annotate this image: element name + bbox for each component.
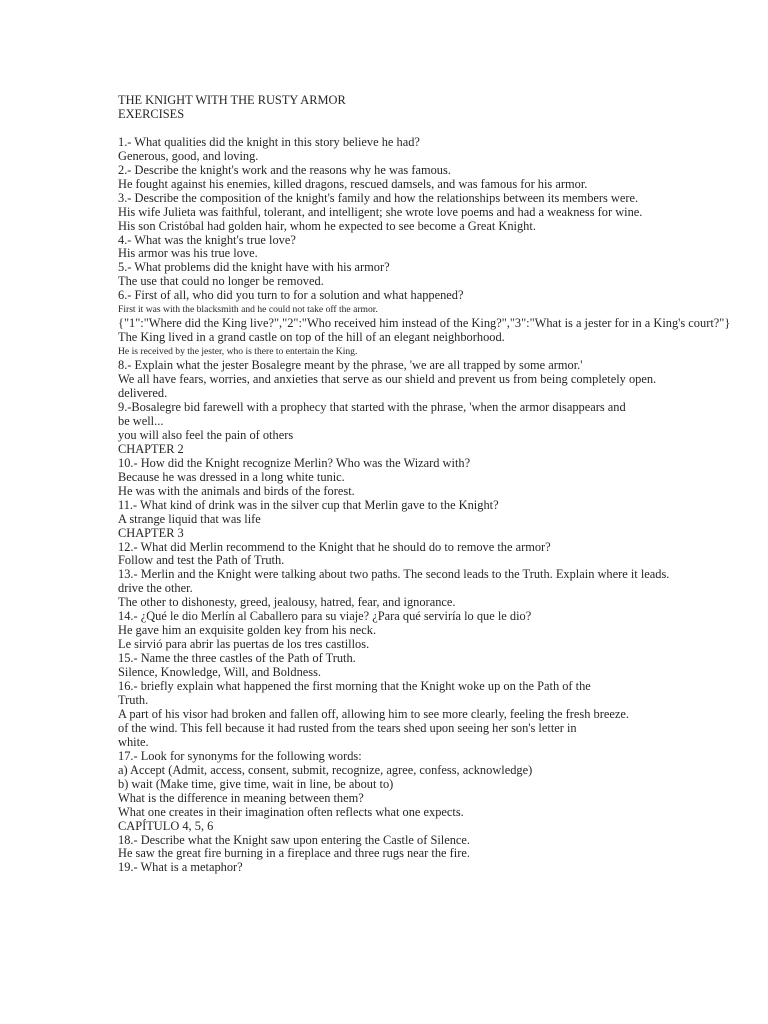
document-line: What is the difference in meaning between them? (118, 790, 364, 805)
document-line: 17.- Look for synonyms for the following words: (118, 748, 362, 763)
document-header (118, 94, 758, 136)
document-page (118, 94, 758, 875)
document-line: be well... (118, 413, 164, 428)
document-line: 1.- What qualities did the knight in this story believe he had? (118, 134, 420, 149)
document-line: 18.- Describe what the Knight saw upon entering the Castle of Silence. (118, 832, 471, 847)
document-line: 4.- What was the knight's true love? (118, 232, 296, 247)
document-line: His wife Julieta was faithful, tolerant, and intelligent; she wrote love poems and had a weakness for wine. (118, 204, 643, 219)
blank-line (118, 122, 758, 136)
document-subtitle: EXERCISES (118, 106, 185, 121)
document-line: A part of his visor had broken and fallen off, allowing him to see more clearly, feeling the fresh breeze. (118, 706, 629, 721)
document-line: b) wait (Make time, give time, wait in line, be about to) (118, 776, 394, 791)
document-line: 11.- What kind of drink was in the silver cup that Merlin gave to the Knight? (118, 497, 499, 512)
document-line: 2.- Describe the knight's work and the reasons why he was famous. (118, 162, 451, 177)
document-line: you will also feel the pain of others (118, 427, 294, 442)
document-title: THE KNIGHT WITH THE RUSTY ARMOR (118, 93, 346, 107)
document-line: Generous, good, and loving. (118, 148, 259, 163)
document-line: His armor was his true love. (118, 246, 258, 261)
document-line: He fought against his enemies, killed dragons, rescued damsels, and was famous for his armor. (118, 176, 588, 191)
document-line: {"1":"Where did the King live?","2":"Who received him instead of the King?","3":"What is a jester for in a King's court?"} (118, 316, 731, 331)
document-line: What one creates in their imagination often reflects what one expects. (118, 804, 464, 819)
document-line: 12.- What did Merlin recommend to the Knight that he should do to remove the armor? (118, 539, 551, 554)
document-line: drive the other. (118, 581, 193, 596)
document-line: 13.- Merlin and the Knight were talking about two paths. The second leads to the Truth. Explain where it leads. (118, 567, 670, 582)
document-line: 10.- How did the Knight recognize Merlin? Who was the Wizard with? (118, 455, 471, 470)
document-body (118, 136, 758, 876)
document-line: 14.- ¿Qué le dio Merlín al Caballero para su viaje? ¿Para qué serviría lo que le dio? (118, 609, 532, 624)
document-line: 9.-Bosalegre bid farewell with a prophecy that started with the phrase, 'when the armor disappears and (118, 399, 626, 414)
document-line: CHAPTER 2 (118, 441, 184, 456)
document-line: a) Accept (Admit, access, consent, submit, recognize, agree, confess, acknowledge) (118, 762, 533, 777)
document-line: delivered. (118, 386, 168, 401)
document-line: Silence, Knowledge, Will, and Boldness. (118, 665, 321, 680)
document-line: The use that could no longer be removed. (118, 274, 324, 289)
document-line: First it was with the blacksmith and he could not take off the armor. (118, 304, 378, 316)
document-line: Because he was dressed in a long white tunic. (118, 469, 345, 484)
document-line: of the wind. This fell because it had rusted from the tears shed upon seeing her son's letter in (118, 720, 577, 735)
document-line: He was with the animals and birds of the forest. (118, 483, 355, 498)
document-line: Le sirvió para abrir las puertas de los tres castillos. (118, 637, 370, 652)
document-line: 3.- Describe the composition of the knight's family and how the relationships between its members were. (118, 190, 639, 205)
document-line: CHAPTER 3 (118, 525, 184, 540)
document-line: 6.- First of all, who did you turn to for a solution and what happened? (118, 288, 464, 303)
document-line: 15.- Name the three castles of the Path of Truth. (118, 651, 356, 666)
document-line: A strange liquid that was life (118, 511, 261, 526)
document-line: CAPÍTULO 4, 5, 6 (118, 818, 214, 833)
document-line: The King lived in a grand castle on top of the hill of an elegant neighborhood. (118, 330, 505, 345)
document-line: 5.- What problems did the knight have with his armor? (118, 260, 390, 275)
document-line: Truth. (118, 692, 149, 707)
document-line: We all have fears, worries, and anxieties that serve as our shield and prevent us from being completely open. (118, 372, 657, 387)
document-line: He gave him an exquisite golden key from his neck. (118, 623, 377, 638)
document-line: He is received by the jester, who is there to entertain the King. (118, 346, 358, 358)
document-line: 8.- Explain what the jester Bosalegre meant by the phrase, 'we are all trapped by some armor.' (118, 358, 583, 373)
document-line: 16.- briefly explain what happened the first morning that the Knight woke up on the Path of the (118, 679, 591, 694)
document-line: 19.- What is a metaphor? (118, 860, 243, 875)
document-line: Follow and test the Path of Truth. (118, 553, 285, 568)
document-line: The other to dishonesty, greed, jealousy, hatred, fear, and ignorance. (118, 595, 456, 610)
document-line: His son Cristóbal had golden hair, whom he expected to see become a Great Knight. (118, 218, 536, 233)
document-line: He saw the great fire burning in a fireplace and three rugs near the fire. (118, 846, 470, 861)
document-line: white. (118, 734, 149, 749)
